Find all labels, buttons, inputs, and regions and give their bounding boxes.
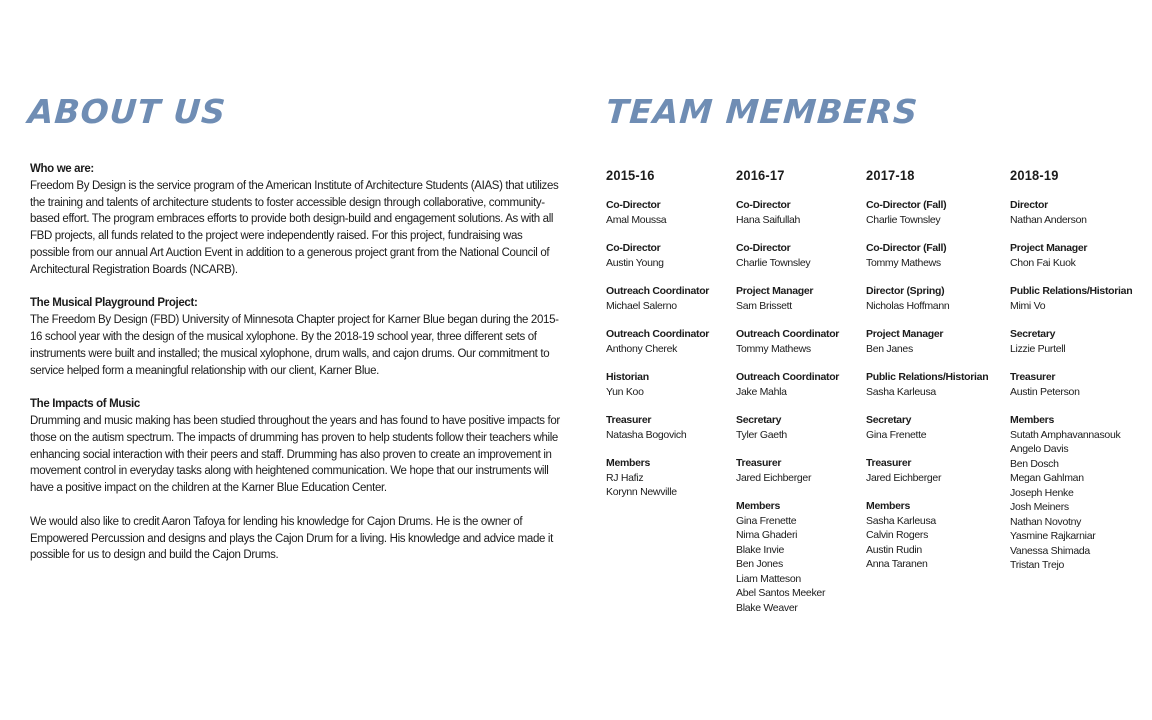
year-label: 2018-19 — [1010, 167, 1059, 183]
role-title: Project Manager — [866, 328, 944, 340]
year-column-2017-18 — [866, 166, 1006, 586]
member-name: Liam Matteson — [736, 572, 801, 585]
role-block — [736, 241, 876, 270]
section-title: Who we are: — [30, 163, 94, 175]
member-name: Austin Young — [606, 256, 664, 269]
role-title: Secretary — [736, 414, 782, 426]
role-title: Co-Director — [606, 199, 661, 211]
role-block — [606, 413, 746, 442]
role-title: Treasurer — [736, 457, 782, 469]
role-title: Treasurer — [1010, 371, 1056, 383]
role-block — [1010, 198, 1150, 227]
role-title: Outreach Coordinator — [606, 285, 710, 297]
member-name: Nathan Anderson — [1010, 213, 1087, 226]
role-title: Members — [606, 457, 651, 469]
role-block — [1010, 413, 1150, 573]
member-name: Blake Weaver — [736, 601, 798, 614]
year-column-2015-16 — [606, 166, 746, 514]
member-name: Gina Frenette — [866, 428, 927, 441]
member-name: Sam Brissett — [736, 299, 792, 312]
member-name: Abel Santos Meeker — [736, 587, 826, 599]
role-title: Co-Director (Fall) — [866, 199, 947, 211]
role-title: Members — [1010, 414, 1055, 426]
role-block — [866, 327, 1006, 356]
member-name: Josh Meiners — [1010, 501, 1069, 513]
member-name: Joseph Henke — [1010, 486, 1074, 499]
member-name: Jake Mahla — [736, 385, 787, 398]
member-name: Yun Koo — [606, 385, 644, 398]
member-name: Charlie Townsley — [736, 256, 811, 269]
member-name: Natasha Bogovich — [606, 428, 687, 441]
member-name: Tristan Trejo — [1010, 559, 1065, 571]
member-name: Ben Jones — [736, 558, 783, 570]
member-name: Gina Frenette — [736, 514, 797, 527]
member-name: RJ Hafiz — [606, 471, 644, 484]
section-paragraph: Freedom By Design is the service program of the American Institute of Architecture Students (AIAS) that utilizes the training and talents of architecture students to foster accessible design through collaborative, community-based effort. The program embraces efforts to provide both design-build and engagement solutions. As with all FBD projects, all funds related to the project were independently raised. For this project, fundraising was possible from our annual Art Auction Event in addition to a generous project grant from the National Council of Architectural Registration Boards (NCARB). — [30, 179, 559, 276]
about-us-body — [30, 161, 560, 581]
year-label: 2017-18 — [866, 167, 915, 183]
member-name: Tommy Mathews — [736, 342, 811, 355]
member-name: Angelo Davis — [1010, 443, 1069, 455]
role-block — [736, 198, 876, 227]
member-name: Ben Dosch — [1010, 457, 1059, 470]
member-name: Ben Janes — [866, 342, 913, 355]
year-label: 2016-17 — [736, 167, 785, 183]
role-title: Director — [1010, 199, 1048, 211]
member-name: Yasmine Rajkarniar — [1010, 530, 1096, 542]
role-title: Co-Director — [736, 242, 791, 254]
role-title: Treasurer — [606, 414, 652, 426]
member-name: Nima Ghaderi — [736, 529, 798, 541]
role-block — [606, 198, 746, 227]
role-block — [866, 370, 1006, 399]
member-name: Mimi Vo — [1010, 299, 1046, 312]
member-name: Amal Moussa — [606, 213, 667, 226]
member-name: Charlie Townsley — [866, 213, 941, 226]
member-name: Megan Gahlman — [1010, 472, 1084, 484]
role-block — [606, 327, 746, 356]
role-block — [866, 241, 1006, 270]
role-title: Director (Spring) — [866, 285, 945, 297]
member-name: Jared Eichberger — [866, 471, 942, 484]
member-name: Anthony Cherek — [606, 342, 678, 355]
role-title: Outreach Coordinator — [736, 328, 840, 340]
member-name: Nicholas Hoffmann — [866, 299, 950, 312]
section-paragraph: Drumming and music making has been studied throughout the years and has found to have positive impacts for those on the autism spectrum. The impacts of drumming has proven to help students follow their teachers while enhancing social interaction with their peers and staff. Drumming has also proven to create an improvement in movement control in everyday tasks along with heightened communication. We hope that our instruments will have a positive impact on the children at the Karner Blue Education Center. — [30, 414, 560, 495]
member-name: Hana Saifullah — [736, 213, 801, 226]
about-us-heading: ABOUT US — [26, 92, 228, 131]
section-title: The Impacts of Music — [30, 398, 140, 411]
role-title: Secretary — [866, 414, 912, 426]
role-block — [1010, 327, 1150, 356]
role-block — [866, 284, 1006, 313]
impacts-of-music-section — [30, 396, 560, 497]
role-block — [866, 456, 1006, 485]
member-name: Blake Invie — [736, 543, 785, 556]
role-title: Co-Director (Fall) — [866, 242, 947, 254]
role-block — [736, 284, 876, 313]
role-block — [1010, 241, 1150, 270]
team-members-heading: TEAM MEMBERS — [604, 92, 920, 131]
role-block — [866, 198, 1006, 227]
role-title: Public Relations/Historian — [866, 371, 989, 383]
member-name: Jared Eichberger — [736, 471, 812, 484]
role-block — [866, 499, 1006, 572]
role-block — [606, 370, 746, 399]
year-label: 2015-16 — [606, 167, 655, 183]
role-block — [866, 413, 1006, 442]
role-block — [736, 327, 876, 356]
member-name: Sasha Karleusa — [866, 385, 936, 398]
role-title: Project Manager — [1010, 242, 1088, 254]
role-title: Outreach Coordinator — [606, 328, 710, 340]
role-title: Co-Director — [736, 199, 791, 211]
member-name: Anna Taranen — [866, 558, 928, 570]
member-name: Sasha Karleusa — [866, 514, 936, 527]
role-block — [606, 456, 746, 500]
section-paragraph: The Freedom By Design (FBD) University of Minnesota Chapter project for Karner Blue began during the 2015-16 school year with the design of the musical xylophone. By the 2018-19 school year, three different sets of instruments were built and installed; the musical xylophone, drum walls, and cajon drums. Our commitment to service helped form a meaningful relationship with our client, Karner Blue. — [30, 314, 559, 377]
member-name: Tommy Mathews — [866, 256, 941, 269]
member-name: Austin Rudin — [866, 543, 922, 556]
member-name: Sutath Amphavannasouk — [1010, 428, 1121, 441]
member-name: Chon Fai Kuok — [1010, 256, 1076, 269]
role-title: Co-Director — [606, 242, 661, 254]
role-block — [1010, 370, 1150, 399]
role-title: Secretary — [1010, 328, 1056, 340]
year-column-2018-19 — [1010, 166, 1150, 587]
role-title: Public Relations/Historian — [1010, 285, 1133, 297]
role-title: Members — [736, 500, 781, 512]
year-column-2016-17 — [736, 166, 876, 629]
role-block — [736, 413, 876, 442]
role-title: Project Manager — [736, 285, 814, 297]
member-name: Korynn Newville — [606, 486, 677, 498]
member-name: Calvin Rogers — [866, 529, 929, 541]
who-we-are-section — [30, 161, 560, 279]
member-name: Lizzie Purtell — [1010, 342, 1066, 355]
section-title: The Musical Playground Project: — [30, 297, 198, 310]
role-title: Historian — [606, 371, 649, 383]
role-block — [1010, 284, 1150, 313]
role-block — [736, 456, 876, 485]
section-paragraph: We would also like to credit Aaron Tafoya for lending his knowledge for Cajon Drums. He is the owner of Empowered Percussion and designs and plays the Cajon Drum for a living. His knowledge and advice made it possible for us to design and build the Cajon Drums. — [30, 515, 553, 562]
member-name: Michael Salerno — [606, 299, 677, 312]
role-block — [606, 241, 746, 270]
role-title: Members — [866, 500, 911, 512]
role-title: Outreach Coordinator — [736, 371, 840, 383]
role-title: Treasurer — [866, 457, 912, 469]
member-name: Nathan Novotny — [1010, 515, 1082, 528]
member-name: Tyler Gaeth — [736, 428, 787, 441]
credits-section — [30, 514, 560, 564]
member-name: Austin Peterson — [1010, 385, 1080, 398]
member-name: Vanessa Shimada — [1010, 544, 1090, 557]
role-block — [736, 499, 876, 615]
role-block — [736, 370, 876, 399]
role-block — [606, 284, 746, 313]
musical-playground-section — [30, 295, 560, 379]
